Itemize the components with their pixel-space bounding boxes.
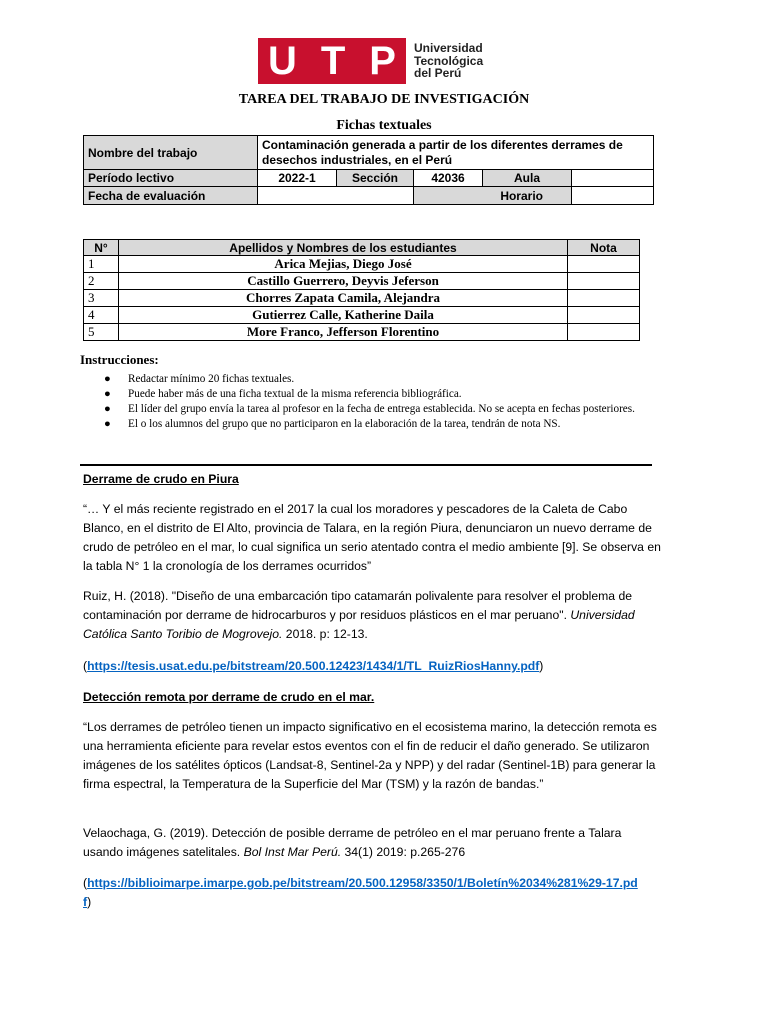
table-row — [84, 273, 640, 290]
section2-link-line — [83, 874, 643, 912]
bullet-icon: ● — [104, 373, 111, 385]
student-name: Chorres Zapata Camila, Alejandra — [119, 290, 568, 307]
link-open-paren: ( — [83, 659, 88, 673]
fecha-label: Fecha de evaluación — [84, 187, 258, 205]
bullet-icon: ● — [104, 418, 111, 430]
section1-link-line — [83, 657, 663, 676]
horario-label: Horario — [414, 187, 572, 205]
section2-link[interactable] — [83, 876, 638, 909]
student-name: Arica Mejias, Diego José — [119, 256, 568, 273]
section1-heading: Derrame de crudo en Piura — [83, 472, 239, 486]
nombre-label: Nombre del trabajo — [84, 136, 258, 170]
utp-logo — [258, 38, 483, 84]
seccion-label: Sección — [337, 170, 414, 187]
section1-ref-italic: Universidad Católica Santo Toribio de Mogrovejo. — [83, 608, 635, 641]
instruction-text: Puede haber más de una ficha textual de la misma referencia bibliográfica. — [128, 388, 462, 400]
student-grade — [568, 290, 640, 307]
table-row — [84, 324, 640, 341]
section1-link-url[interactable]: https://tesis.usat.edu.pe/bitstream/20.500.12423/1434/1/TL_RuizRiosHanny.pdf — [87, 659, 540, 673]
section1-ref-tail: 2018. p: 12-13. — [282, 627, 368, 641]
section1-quote: “… Y el más reciente registrado en el 2017 la cual los moradores y pescadores de la Caleta de Cabo Blanco, en el distrito de El Alto, provincia de Talara, en la región Piura, denunciaron un nuevo derrame de crudo de petróleo en el mar, lo cual significa un serio atentado contra el medio ambiente [9]. Se observa en la tabla N° 1 la cronología de los derrames ocurridos” — [83, 502, 661, 573]
section2-link-url[interactable]: https://biblioimarpe.imarpe.gob.pe/bitstream/20.500.12958/3350/1/Boletín%2034%281%29-17.pdf — [83, 876, 638, 909]
periodo-label: Período lectivo — [84, 170, 258, 187]
student-name: More Franco, Jefferson Florentino — [119, 324, 568, 341]
table-row — [84, 256, 640, 273]
student-grade — [568, 307, 640, 324]
list-item — [86, 402, 676, 417]
page-subtitle: Fichas textuales — [336, 118, 432, 133]
header-names: Apellidos y Nombres de los estudiantes — [119, 240, 568, 256]
link-open-paren: ( — [83, 876, 88, 890]
table-row — [84, 290, 640, 307]
section1-reference — [83, 587, 663, 644]
nombre-value: Contaminación generada a partir de los diferentes derrames de desechos industriales, en el Perú — [258, 136, 654, 170]
instruction-text: El líder del grupo envía la tarea al profesor en la fecha de entrega establecida. No se acepta en fechas posteriores. — [128, 403, 635, 415]
header-grade: Nota — [568, 240, 640, 256]
list-item — [86, 372, 676, 387]
student-grade — [568, 256, 640, 273]
section2-reference — [83, 824, 663, 862]
student-number: 3 — [84, 290, 119, 307]
instructions-list — [86, 372, 676, 432]
logo-line-1: Universidad — [414, 41, 483, 56]
instructions-title: Instrucciones: — [80, 352, 159, 367]
logo-letter-t: T — [320, 39, 346, 83]
logo-line-2: Tecnológica — [414, 53, 484, 68]
seccion-value: 42036 — [414, 170, 483, 187]
fecha-value — [258, 187, 414, 205]
bullet-icon: ● — [104, 388, 111, 400]
list-item — [86, 417, 676, 432]
logo-letter-u: U — [268, 39, 297, 83]
students-table — [83, 239, 640, 341]
student-number: 4 — [84, 307, 119, 324]
logo-line-3: del Perú — [414, 66, 462, 81]
student-name: Gutierrez Calle, Katherine Daila — [119, 307, 568, 324]
page-title: TAREA DEL TRABAJO DE INVESTIGACIÓN — [238, 92, 530, 107]
section1-ref-main: Ruiz, H. (2018). "Diseño de una embarcación tipo catamarán polivalente para resolver el problema de contaminación por derrame de hidrocarburos y por residuos plásticos en el mar peruano". — [83, 589, 632, 622]
instruction-text: Redactar mínimo 20 fichas textuales. — [128, 373, 295, 385]
link-close-paren: ) — [539, 659, 544, 673]
student-name: Castillo Guerrero, Deyvis Jeferson — [119, 273, 568, 290]
info-table — [83, 135, 654, 205]
logo-block — [258, 38, 406, 84]
instruction-text: El o los alumnos del grupo que no participaron en la elaboración de la tarea, tendrán de nota NS. — [128, 418, 561, 430]
bullet-icon: ● — [104, 403, 111, 415]
student-number: 1 — [84, 256, 119, 273]
students-header-row — [84, 240, 640, 256]
section1-link[interactable] — [83, 659, 543, 673]
student-number: 5 — [84, 324, 119, 341]
section2-heading: Detección remota por derrame de crudo en el mar. — [83, 690, 375, 704]
link-close-paren: ) — [87, 895, 92, 909]
student-grade — [568, 324, 640, 341]
list-item — [86, 387, 676, 402]
aula-label: Aula — [483, 170, 572, 187]
section2-ref-tail: 34(1) 2019: p.265-276 — [341, 845, 466, 859]
header-number: N° — [84, 240, 119, 256]
logo-university-name — [414, 42, 483, 80]
logo-letter-p: P — [369, 39, 396, 83]
divider — [80, 464, 652, 466]
section2-ref-main: Velaochaga, G. (2019). Detección de posible derrame de petróleo en el mar peruano frente a Talara usando imágenes satelitales. — [83, 826, 622, 859]
student-number: 2 — [84, 273, 119, 290]
section2-ref-italic: Bol Inst Mar Perú. — [240, 845, 342, 859]
section2-quote: “Los derrames de petróleo tienen un impacto significativo en el ecosistema marino, la detección remota es una herramienta eficiente para revelar estos eventos con el fin de reducir el daño generado. Se utilizaron imágenes de los satélites ópticos (Landsat-8, Sentinel-2a y NPP) y del radar (Sentinel-1B) para generar la firma espectral, la Temperatura de la Superficie del Mar (TSM) y la razón de bandas.” — [83, 720, 657, 791]
horario-value — [572, 187, 654, 205]
periodo-value: 2022-1 — [258, 170, 337, 187]
table-row — [84, 307, 640, 324]
aula-value — [572, 170, 654, 187]
student-grade — [568, 273, 640, 290]
